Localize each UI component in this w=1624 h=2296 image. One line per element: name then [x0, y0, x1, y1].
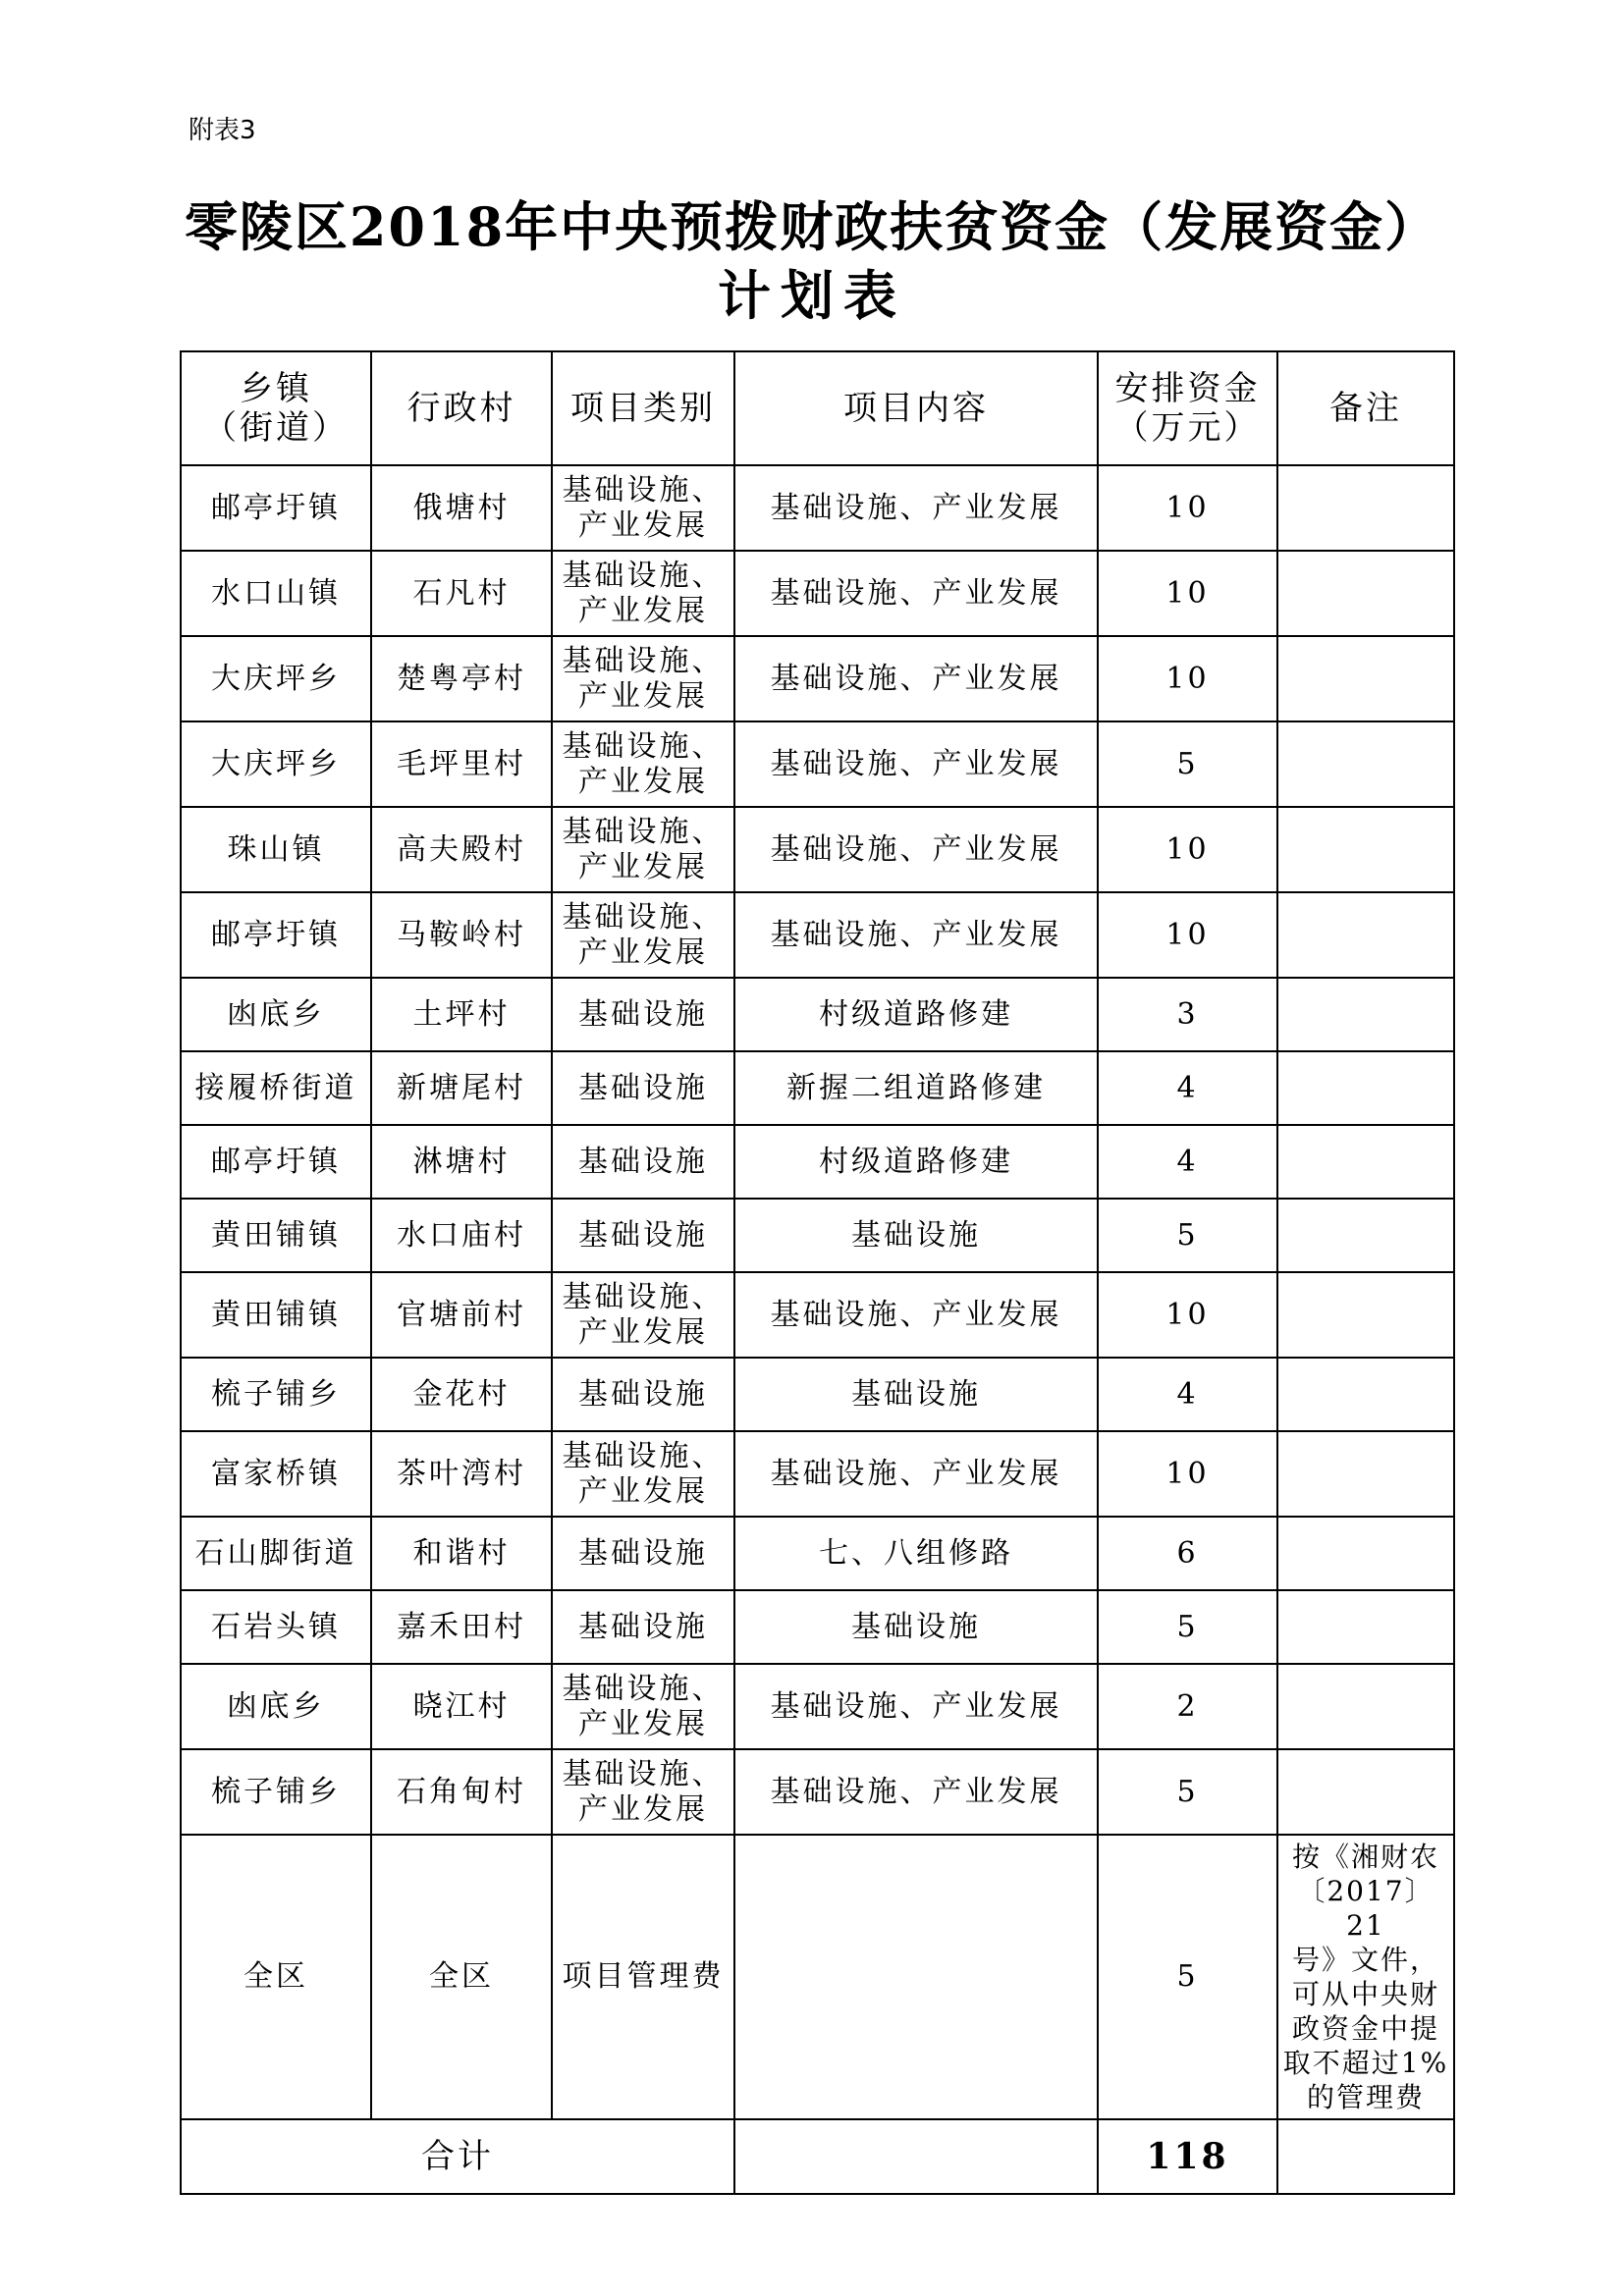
cell-content: 基础设施: [734, 1358, 1098, 1431]
category-line: 产业发展: [578, 1473, 708, 1509]
cell-village: 茶叶湾村: [371, 1431, 552, 1517]
cell-village: 新塘尾村: [371, 1051, 552, 1125]
category-line: 产业发展: [578, 1706, 708, 1741]
cell-town: 石山脚街道: [181, 1517, 371, 1590]
cell-town: 水口山镇: [181, 551, 371, 636]
cell-content: 村级道路修建: [734, 978, 1098, 1051]
cell-amount: 6: [1098, 1517, 1277, 1590]
cell-content: 基础设施、产业发展: [734, 1431, 1098, 1517]
header-amount-line1: 安排资金: [1114, 369, 1261, 408]
cell-note: [1277, 1272, 1454, 1358]
category-line: 基础设施、: [562, 1438, 725, 1473]
table-row: [181, 1431, 1454, 1517]
cell-content: 七、八组修路: [734, 1517, 1098, 1590]
category-line: 基础设施: [578, 1609, 708, 1644]
cell-note: [1277, 636, 1454, 721]
cell-amount: 5: [1098, 1590, 1277, 1664]
cell-amount: 2: [1098, 1664, 1277, 1749]
cell-content: 村级道路修建: [734, 1125, 1098, 1199]
table-row: [181, 978, 1454, 1051]
cell-category: [552, 892, 734, 978]
cell-town: 石岩头镇: [181, 1590, 371, 1664]
cell-note: [1277, 1664, 1454, 1749]
cell-content: 基础设施、产业发展: [734, 1749, 1098, 1835]
cell-category: [552, 1431, 734, 1517]
note-line: 号》文件，: [1291, 1944, 1439, 1976]
table-row: [181, 1517, 1454, 1590]
cell-amount: 4: [1098, 1051, 1277, 1125]
category-line: 基础设施、: [562, 814, 725, 849]
cell-note: [1277, 892, 1454, 978]
document-title: 零陵区2018年中央预拨财政扶贫资金（发展资金）: [184, 195, 1440, 258]
category-line: 产业发展: [578, 849, 708, 884]
category-line: 基础设施: [578, 1070, 708, 1105]
category-line: 基础设施、: [562, 899, 725, 934]
header-note: 备注: [1277, 351, 1454, 465]
cell-note: [1277, 1199, 1454, 1272]
note-line: 〔2017〕21: [1297, 1875, 1435, 1942]
total-label: 合计: [181, 2119, 734, 2194]
cell-content: 基础设施: [734, 1199, 1098, 1272]
cell-content: 基础设施、产业发展: [734, 636, 1098, 721]
category-line: 产业发展: [578, 593, 708, 628]
cell-note: [1277, 978, 1454, 1051]
cell-village: 淋塘村: [371, 1125, 552, 1199]
cell-note: [1277, 465, 1454, 551]
cell-content: 基础设施、产业发展: [734, 551, 1098, 636]
cell-category: [552, 1272, 734, 1358]
cell-village: 晓江村: [371, 1664, 552, 1749]
category-line: 基础设施、: [562, 1279, 725, 1314]
cell-town: 全区: [181, 1835, 371, 2119]
cell-category: [552, 1590, 734, 1664]
cell-town: 邮亭圩镇: [181, 465, 371, 551]
cell-category: [552, 807, 734, 892]
category-line: 产业发展: [578, 934, 708, 970]
cell-amount: 10: [1098, 1431, 1277, 1517]
cell-note: [1277, 1358, 1454, 1431]
cell-content: 基础设施: [734, 1590, 1098, 1664]
cell-category: [552, 978, 734, 1051]
cell-village: 嘉禾田村: [371, 1590, 552, 1664]
cell-category: [552, 1749, 734, 1835]
cell-village: 石角甸村: [371, 1749, 552, 1835]
note-line: 可从中央财: [1291, 1978, 1439, 2010]
table-row: [181, 1664, 1454, 1749]
cell-village: 金花村: [371, 1358, 552, 1431]
cell-category: [552, 1051, 734, 1125]
total-amount: 118: [1098, 2119, 1277, 2194]
cell-note: [1277, 551, 1454, 636]
cell-village: 官塘前村: [371, 1272, 552, 1358]
header-amount: [1098, 351, 1277, 465]
category-line: 产业发展: [578, 764, 708, 799]
category-line: 基础设施、: [562, 1756, 725, 1791]
cell-town: 富家桥镇: [181, 1431, 371, 1517]
cell-content: 基础设施、产业发展: [734, 1272, 1098, 1358]
cell-category: [552, 551, 734, 636]
header-town: [181, 351, 371, 465]
cell-category: [552, 1125, 734, 1199]
table-row: [181, 1358, 1454, 1431]
header-category: 项目类别: [552, 351, 734, 465]
table-row: [181, 465, 1454, 551]
cell-amount: 10: [1098, 892, 1277, 978]
category-line: 产业发展: [578, 507, 708, 543]
cell-amount: 5: [1098, 721, 1277, 807]
cell-category: [552, 1358, 734, 1431]
table-row: [181, 1590, 1454, 1664]
cell-amount: 4: [1098, 1358, 1277, 1431]
fund-plan-table: [180, 350, 1455, 2195]
cell-content: 基础设施、产业发展: [734, 807, 1098, 892]
cell-note: [1277, 1835, 1454, 2119]
cell-amount: 10: [1098, 636, 1277, 721]
cell-town: 梳子铺乡: [181, 1358, 371, 1431]
table-row: [181, 551, 1454, 636]
cell-amount: 10: [1098, 551, 1277, 636]
cell-note: [1277, 1749, 1454, 1835]
cell-town: 凼底乡: [181, 978, 371, 1051]
cell-content: 基础设施、产业发展: [734, 892, 1098, 978]
table-row: [181, 892, 1454, 978]
category-line: 基础设施、: [562, 558, 725, 593]
cell-category: 项目管理费: [552, 1835, 734, 2119]
category-line: 基础设施: [578, 1144, 708, 1179]
cell-note: [1277, 1590, 1454, 1664]
cell-amount: 10: [1098, 1272, 1277, 1358]
cell-content: 基础设施、产业发展: [734, 1664, 1098, 1749]
category-line: 基础设施: [578, 996, 708, 1032]
cell-note: [1277, 1125, 1454, 1199]
cell-town: 大庆坪乡: [181, 636, 371, 721]
table-row: [181, 1125, 1454, 1199]
header-content: 项目内容: [734, 351, 1098, 465]
cell-amount: 5: [1098, 1835, 1277, 2119]
cell-amount: 5: [1098, 1749, 1277, 1835]
cell-town: 接履桥街道: [181, 1051, 371, 1125]
table-row: [181, 1051, 1454, 1125]
cell-village: 高夫殿村: [371, 807, 552, 892]
total-content: [734, 2119, 1098, 2194]
category-line: 基础设施: [578, 1535, 708, 1571]
cell-category: [552, 636, 734, 721]
table-header-row: [181, 351, 1454, 465]
category-line: 基础设施、: [562, 1671, 725, 1706]
cell-village: 土坪村: [371, 978, 552, 1051]
table-row: [181, 1749, 1454, 1835]
category-line: 产业发展: [578, 1314, 708, 1350]
cell-amount: 5: [1098, 1199, 1277, 1272]
cell-village: 水口庙村: [371, 1199, 552, 1272]
cell-content: [734, 1835, 1098, 2119]
header-village: 行政村: [371, 351, 552, 465]
cell-content: 基础设施、产业发展: [734, 721, 1098, 807]
cell-village: 马鞍岭村: [371, 892, 552, 978]
cell-amount: 10: [1098, 465, 1277, 551]
cell-village: 全区: [371, 1835, 552, 2119]
cell-category: [552, 1199, 734, 1272]
management-fee-row: [181, 1835, 1454, 2119]
cell-village: 毛坪里村: [371, 721, 552, 807]
cell-town: 邮亭圩镇: [181, 892, 371, 978]
header-town-line2: （街道）: [203, 408, 349, 448]
cell-village: 俄塘村: [371, 465, 552, 551]
cell-note: [1277, 1517, 1454, 1590]
cell-note: [1277, 1431, 1454, 1517]
cell-village: 石凡村: [371, 551, 552, 636]
category-line: 产业发展: [578, 678, 708, 714]
category-line: 产业发展: [578, 1791, 708, 1827]
note-line: 取不超过1%: [1282, 2047, 1449, 2079]
cell-category: [552, 721, 734, 807]
cell-amount: 3: [1098, 978, 1277, 1051]
header-town-line1: 乡镇: [240, 369, 312, 408]
category-line: 基础设施、: [562, 643, 725, 678]
cell-category: [552, 465, 734, 551]
cell-amount: 4: [1098, 1125, 1277, 1199]
table-row: [181, 807, 1454, 892]
cell-village: 楚粤亭村: [371, 636, 552, 721]
cell-content: 新握二组道路修建: [734, 1051, 1098, 1125]
cell-village: 和谐村: [371, 1517, 552, 1590]
table-row: [181, 721, 1454, 807]
cell-category: [552, 1664, 734, 1749]
total-note: [1277, 2119, 1454, 2194]
category-line: 基础设施: [578, 1217, 708, 1253]
cell-category: [552, 1517, 734, 1590]
cell-town: 大庆坪乡: [181, 721, 371, 807]
document-subtitle: 计划表: [718, 264, 906, 327]
cell-amount: 10: [1098, 807, 1277, 892]
table-row: [181, 1199, 1454, 1272]
table-row: [181, 636, 1454, 721]
cell-town: 凼底乡: [181, 1664, 371, 1749]
category-line: 基础设施: [578, 1376, 708, 1412]
attachment-label: 附表3: [189, 116, 256, 145]
table-row: [181, 1272, 1454, 1358]
cell-town: 梳子铺乡: [181, 1749, 371, 1835]
table-body: [181, 465, 1454, 1835]
cell-note: [1277, 807, 1454, 892]
header-amount-line2: （万元）: [1114, 408, 1261, 448]
cell-town: 邮亭圩镇: [181, 1125, 371, 1199]
note-line: 政资金中提: [1291, 2012, 1439, 2045]
cell-note: [1277, 721, 1454, 807]
cell-note: [1277, 1051, 1454, 1125]
cell-town: 珠山镇: [181, 807, 371, 892]
category-line: 基础设施、: [562, 472, 725, 507]
note-line: 的管理费: [1306, 2081, 1425, 2113]
note-line: 按《湘财农: [1291, 1841, 1439, 1873]
category-line: 基础设施、: [562, 728, 725, 764]
cell-town: 黄田铺镇: [181, 1272, 371, 1358]
total-row: [181, 2119, 1454, 2194]
cell-content: 基础设施、产业发展: [734, 465, 1098, 551]
cell-town: 黄田铺镇: [181, 1199, 371, 1272]
